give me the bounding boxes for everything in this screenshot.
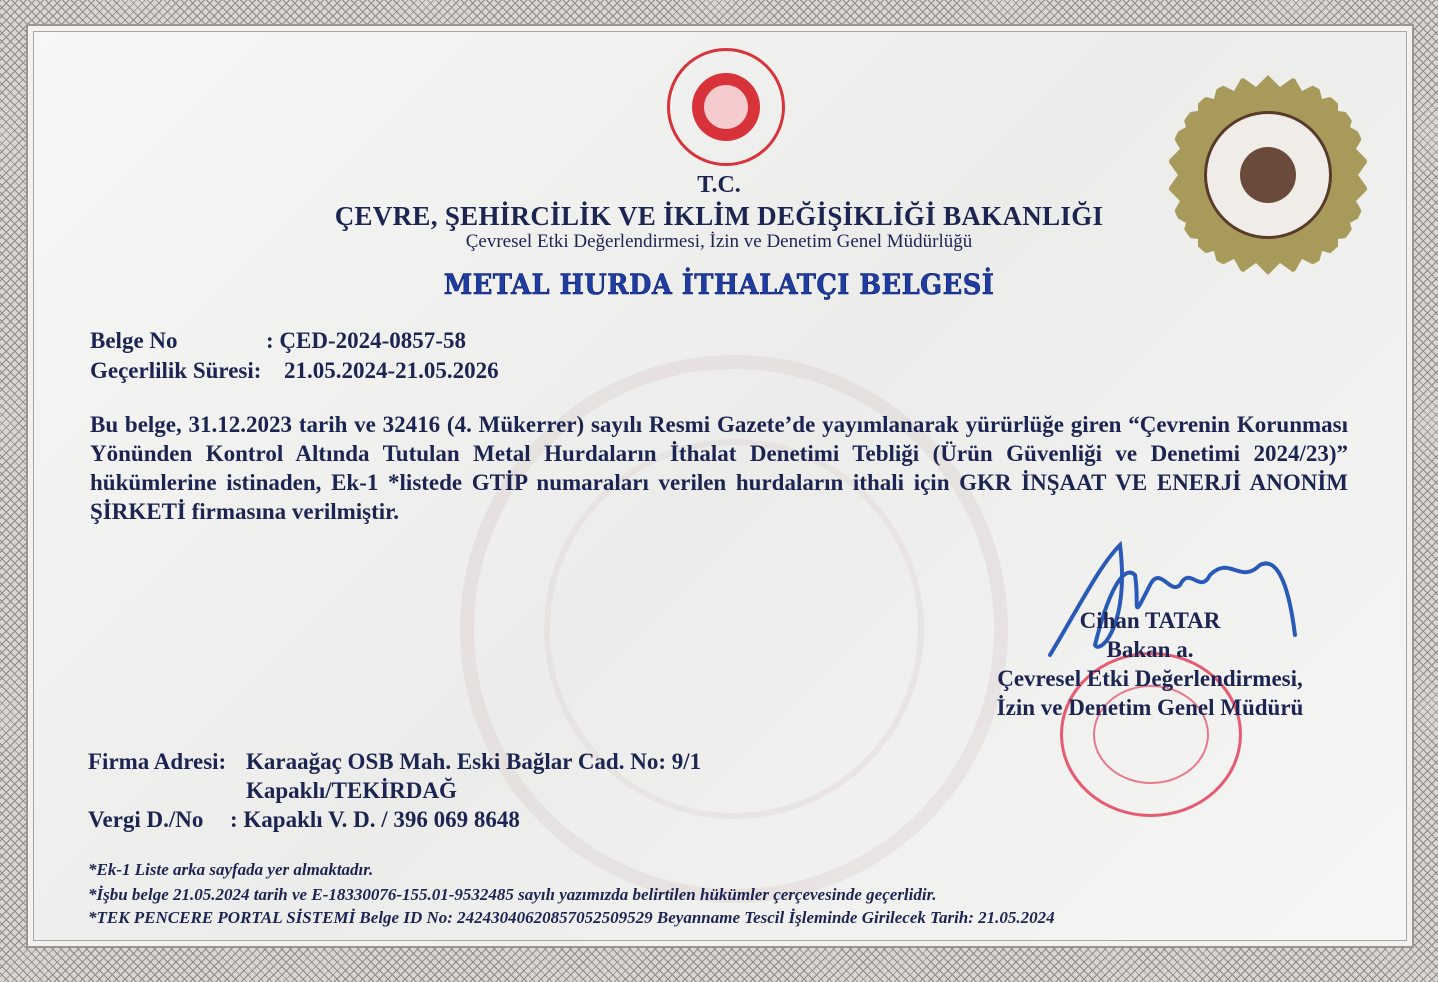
signatory-name: Cihan TATAR bbox=[1079, 608, 1221, 633]
belge-no-value: : ÇED-2024-0857-58 bbox=[266, 328, 466, 353]
directorate-name: Çevresel Etki Değerlendirmesi, İzin ve Denetim Genel Müdürlüğü bbox=[465, 231, 973, 252]
tax-label: Vergi D./No bbox=[88, 807, 204, 832]
validity-label: Geçerlilik Süresi: bbox=[90, 358, 262, 383]
footnote-3: *TEK PENCERE PORTAL SİSTEMİ Belge ID No: 24243040620857052509529 Beyanname Tescil İşleminde Girilecek Tarih: 21.05.2024 bbox=[88, 908, 1055, 927]
ministry-name: ÇEVRE, ŞEHİRCİLİK VE İKLİM DEĞİŞİKLİĞİ BAKANLIĞI bbox=[334, 201, 1104, 231]
signatory-on-behalf: Bakan a. bbox=[1106, 637, 1194, 662]
footnote-1: *Ek-1 Liste arka sayfada yer almaktadır. bbox=[88, 860, 374, 879]
certificate-body-text: Bu belge, 31.12.2023 tarih ve 32416 (4. Mükerrer) sayılı Resmi Gazete’de yayımlanarak yürürlüğe giren “Çevrenin Korunması Yönünden Kontrol Altında Tutulan Metal Hurdaların İthalat Denetimi Tebliği (Ürün Güvenliği ve Denetimi 2024/23)” hükümlerine istinaden, Ek-1 *listede GTİP numaraları verilen hurdaların ithali için GKR İNŞAAT VE ENERJİ ANONİM ŞİRKETİ firmasına verilmiştir. bbox=[90, 412, 1348, 524]
address-line-1: Karaağaç OSB Mah. Eski Bağlar Cad. No: 9/1 bbox=[246, 749, 702, 774]
tc-heading: T.C. bbox=[697, 172, 741, 198]
ministry-logo bbox=[667, 48, 785, 166]
validity-value: 21.05.2024-21.05.2026 bbox=[284, 358, 499, 383]
belge-no-label: Belge No bbox=[90, 328, 178, 353]
signature-block bbox=[970, 606, 1330, 722]
address-line-2: Kapaklı/TEKİRDAĞ bbox=[246, 778, 457, 803]
signatory-title-1: Çevresel Etki Değerlendirmesi, bbox=[997, 666, 1303, 691]
tax-value: : Kapaklı V. D. / 396 069 8648 bbox=[230, 807, 520, 832]
signatory-title-2: İzin ve Denetim Genel Müdürü bbox=[996, 695, 1304, 720]
address-label: Firma Adresi: bbox=[88, 749, 227, 774]
document-title: METAL HURDA İTHALATÇI BELGESİ bbox=[443, 268, 995, 301]
footnote-2: *İşbu belge 21.05.2024 tarih ve E-18330076-155.01-9532485 sayılı yazımızda belirtilen hükümler çerçevesinde geçerlidir. bbox=[88, 885, 937, 904]
